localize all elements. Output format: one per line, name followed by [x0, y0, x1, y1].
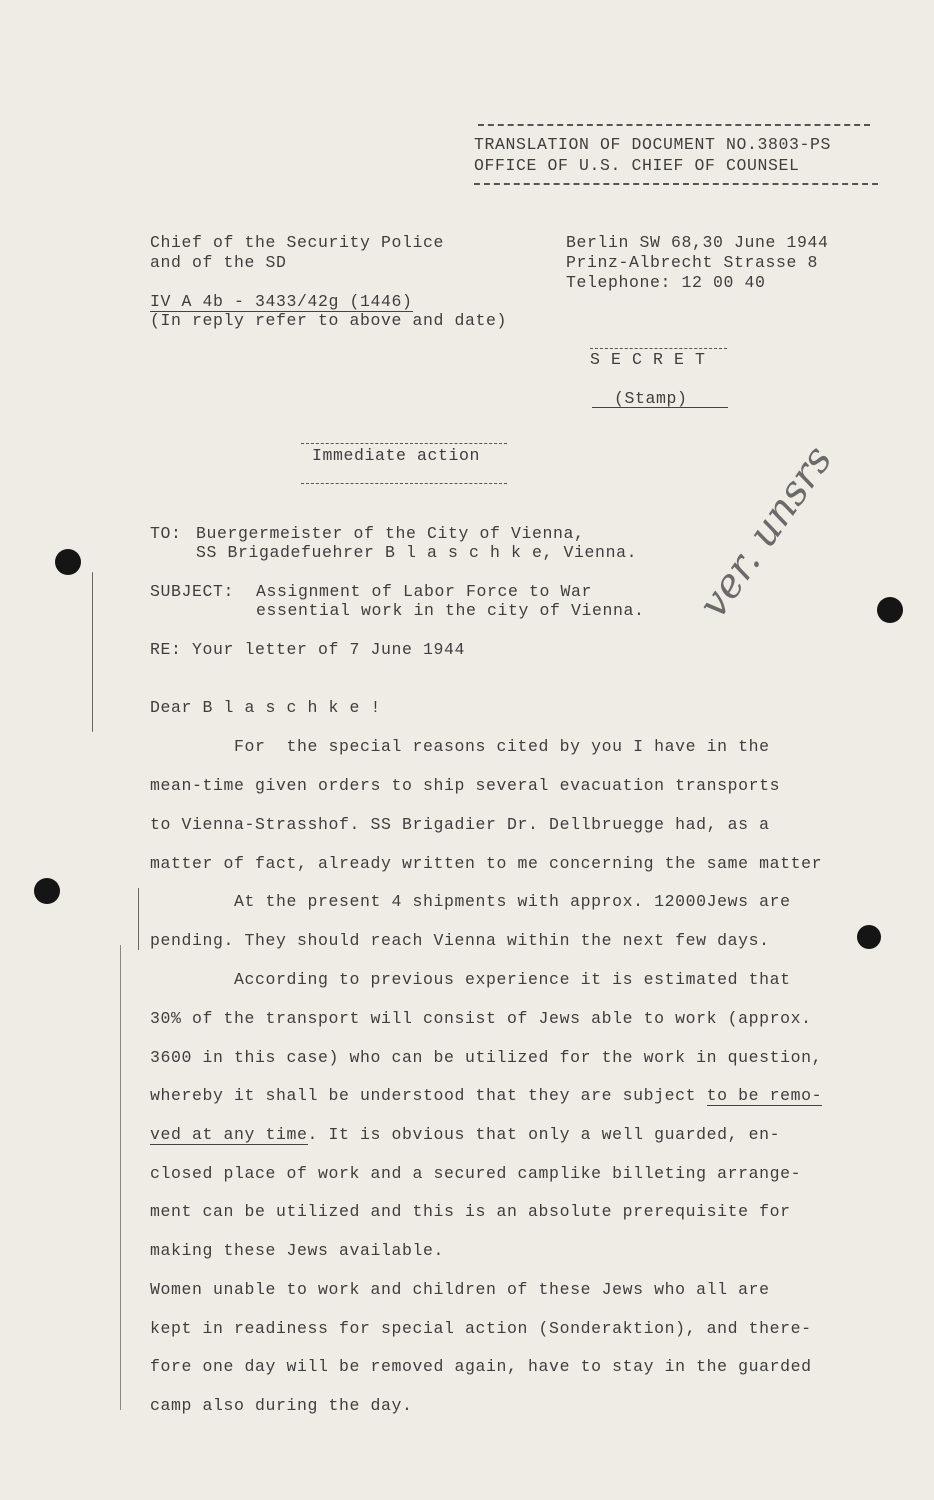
body-line: mean-time given orders to ship several evacuation transports	[150, 776, 781, 795]
body-line	[150, 1086, 822, 1105]
body-line: 3600 in this case) who can be utilized for the work in question,	[150, 1048, 823, 1067]
priority-label: Immediate action	[312, 446, 481, 465]
body-line-part: . It is obvious that only a well guarded, en-	[307, 1125, 781, 1144]
body-line: kept in readiness for special action (Sonderaktion), and there-	[150, 1319, 812, 1338]
body-line-part: whereby it shall be understood that they are subject	[150, 1086, 707, 1105]
stamp-note: (Stamp)	[614, 389, 688, 408]
body-line: to Vienna-Strasshof. SS Brigadier Dr. Dellbruegge had, as a	[150, 815, 770, 834]
header-rule-top	[478, 124, 870, 126]
sender-line1: Chief of the Security Police	[150, 233, 445, 252]
body-underlined-continuation: ved at any time	[150, 1125, 308, 1144]
body-line: 30% of the transport will consist of Jews able to work (approx.	[150, 1009, 812, 1028]
reference-number: IV A 4b - 3433/42g (1446)	[150, 292, 413, 311]
body-line	[150, 1125, 780, 1144]
punch-hole-icon	[55, 549, 81, 575]
body-line: matter of fact, already written to me concerning the same matter	[150, 854, 823, 873]
header-rule-bottom	[474, 183, 878, 185]
margin-mark	[138, 888, 139, 950]
body-line: For the special reasons cited by you I have in the	[150, 737, 770, 756]
re-line: RE: Your letter of 7 June 1944	[150, 640, 466, 659]
sender-line2: and of the SD	[150, 253, 287, 272]
subject-line2: essential work in the city of Vienna.	[256, 601, 645, 620]
punch-hole-icon	[34, 878, 60, 904]
subject-label: SUBJECT:	[150, 582, 235, 601]
to-line2: SS Brigadefuehrer B l a s c h k e, Vienna.	[196, 543, 638, 562]
handwritten-annotation: ver. unsrs	[690, 437, 842, 627]
body-line: fore one day will be removed again, have to stay in the guarded	[150, 1357, 812, 1376]
secret-rule	[590, 348, 727, 349]
address-line3: Telephone: 12 00 40	[566, 273, 766, 292]
body-line: At the present 4 shipments with approx. 12000Jews are	[150, 892, 791, 911]
to-line1: Buergermeister of the City of Vienna,	[196, 524, 585, 543]
stamp-rule	[592, 407, 728, 408]
salutation: Dear B l a s c h k e !	[150, 698, 382, 717]
body-line: According to previous experience it is estimated that	[150, 970, 791, 989]
address-line1: Berlin SW 68,30 June 1944	[566, 233, 829, 252]
margin-mark	[120, 945, 121, 1410]
secret-label: S E C R E T	[590, 350, 706, 369]
body-line: camp also during the day.	[150, 1396, 413, 1415]
priority-rule-top	[301, 443, 507, 444]
punch-hole-icon	[857, 925, 881, 949]
translation-title: TRANSLATION OF DOCUMENT NO.3803-PS	[474, 135, 832, 154]
address-line2: Prinz-Albrecht Strasse 8	[566, 253, 819, 272]
body-underlined-fragment: to be remo-	[706, 1086, 823, 1105]
body-line: Women unable to work and children of these Jews who all are	[150, 1280, 770, 1299]
body-line: closed place of work and a secured camplike billeting arrange-	[150, 1164, 802, 1183]
subject-line1: Assignment of Labor Force to War	[256, 582, 593, 601]
margin-mark	[92, 572, 93, 732]
punch-hole-icon	[877, 597, 903, 623]
body-line: pending. They should reach Vienna within the next few days.	[150, 931, 770, 950]
body-line: ment can be utilized and this is an absolute prerequisite for	[150, 1202, 791, 1221]
body-line: making these Jews available.	[150, 1241, 445, 1260]
reference-note: (In reply refer to above and date)	[150, 311, 508, 330]
to-label: TO:	[150, 524, 182, 543]
priority-rule-bottom	[301, 483, 507, 484]
office-title: OFFICE OF U.S. CHIEF OF COUNSEL	[474, 156, 800, 175]
